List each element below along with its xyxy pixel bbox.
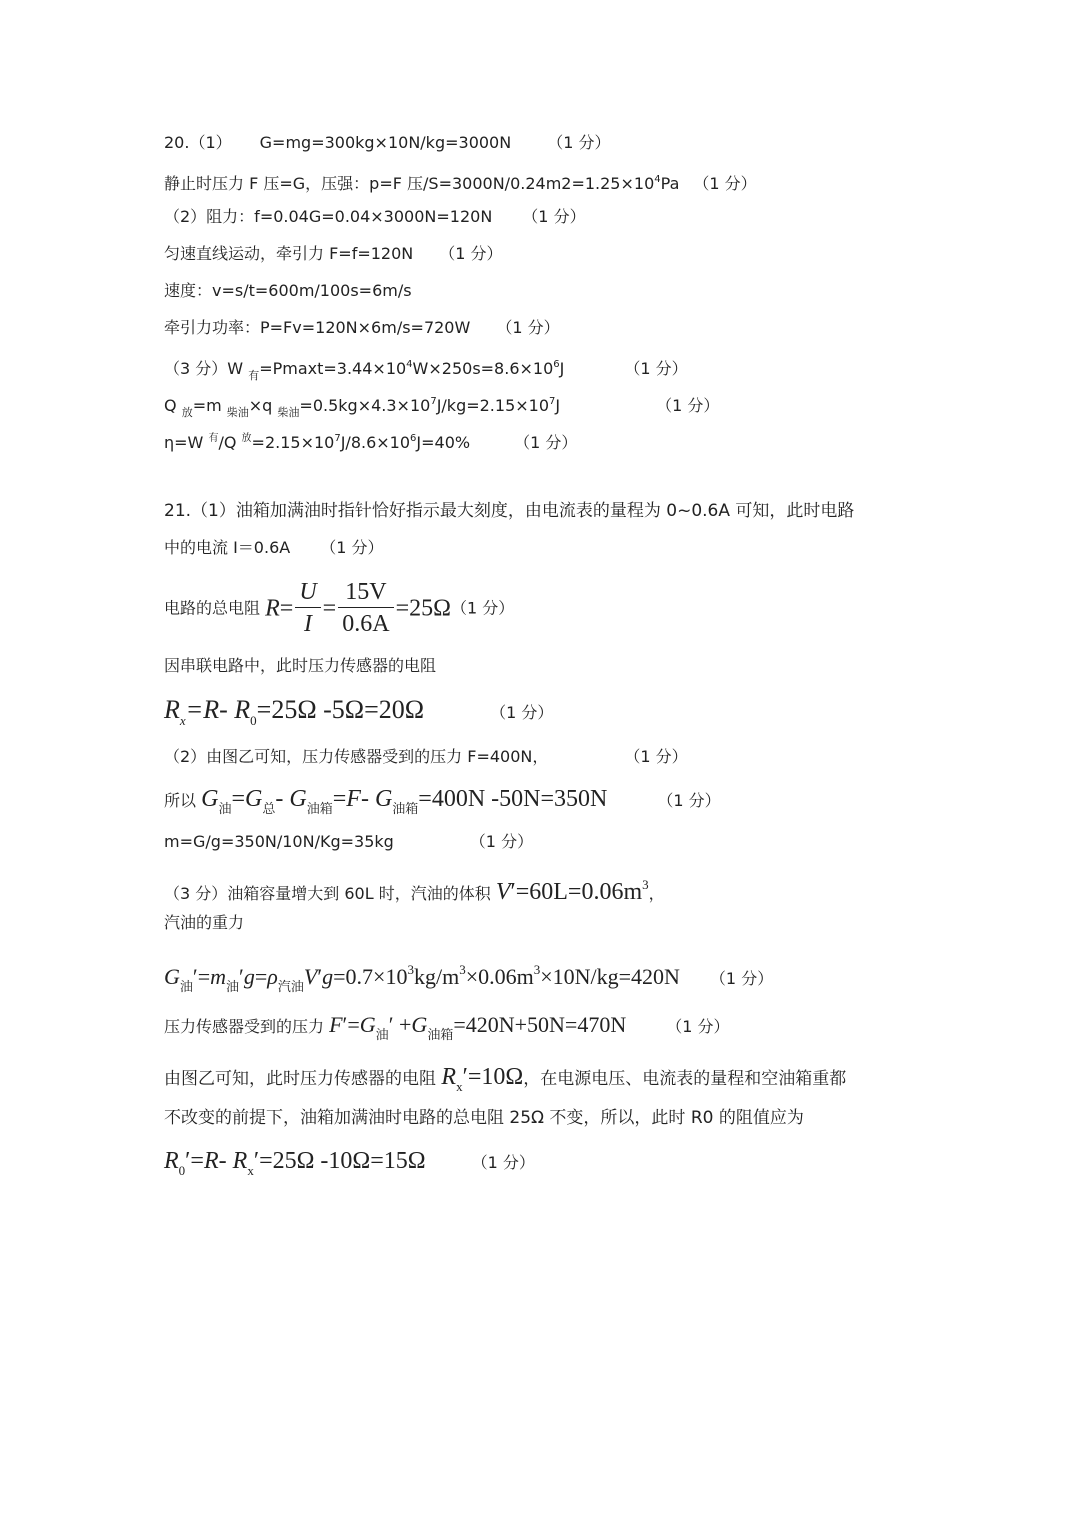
q21-line-5: [164, 696, 553, 735]
variable: G: [411, 1012, 428, 1037]
text: Pa: [660, 174, 680, 193]
text: 因串联电路中，此时压力传感器的电阻: [164, 656, 437, 675]
text: Q: [164, 396, 182, 415]
subscript: 油: [179, 980, 193, 995]
q20-line-1: [164, 133, 610, 153]
q21-line-6: [164, 747, 688, 767]
score: （1 分）: [490, 703, 554, 722]
text: 牵引力功率：P=Fv=120N×6m/s=720W: [164, 318, 471, 337]
subscript: 油箱: [392, 802, 419, 817]
text: /Q: [218, 433, 242, 452]
operator: ′ +: [388, 1012, 412, 1037]
operator: ′=: [192, 964, 211, 989]
text: 压力传感器受到的压力: [164, 1017, 330, 1036]
denominator: 0.6A: [342, 611, 390, 637]
operator: =: [231, 786, 245, 812]
text: =400N -50N=350N: [418, 786, 608, 812]
score: （1 分）: [522, 207, 586, 226]
variable: F: [329, 1012, 343, 1037]
variable: g: [243, 964, 255, 989]
text: =Pmaxt=3.44×10: [259, 359, 407, 378]
score: （1 分）: [657, 791, 721, 810]
text: =R-: [185, 695, 235, 724]
exponent: 3: [642, 877, 649, 892]
q20-line-3: [164, 207, 586, 227]
variable: R: [164, 695, 180, 724]
text: ′=10Ω: [462, 1064, 524, 1090]
score: （1 分）: [496, 318, 560, 337]
score: （1 分）: [469, 832, 534, 851]
variable: R: [164, 1148, 179, 1174]
exponent: 3: [533, 962, 541, 977]
text: =25Ω -5Ω=20Ω: [256, 695, 425, 724]
exponent: 6: [553, 359, 560, 370]
subscript: x: [247, 1163, 254, 1178]
text: J: [555, 396, 561, 415]
variable: G: [374, 786, 393, 812]
text: （3 分）W: [164, 359, 249, 378]
text: J: [559, 359, 565, 378]
text: ×10N/kg=420N: [540, 964, 680, 989]
text: 电路的总电阻: [164, 598, 261, 618]
text: ×q: [248, 396, 278, 415]
text: 静止时压力 F 压=G，压强：p=F 压/S=3000N/0.24m2=1.25×10: [164, 174, 655, 193]
q21-line-13: [164, 1064, 846, 1100]
q21-line-14: [164, 1108, 804, 1128]
text: J=40%: [416, 433, 471, 452]
score: （1 分）: [693, 174, 757, 193]
text: 匀速直线运动，牵引力 F=f=120N: [164, 244, 414, 263]
text: ′=60L=0.06m: [510, 879, 643, 905]
text: 所以: [164, 791, 202, 810]
numerator: U: [299, 579, 317, 605]
operator: =: [322, 595, 337, 622]
q20-line-6: [164, 318, 560, 338]
variable: V: [495, 879, 511, 905]
score: （1 分）: [656, 396, 720, 415]
subscript: 放: [181, 406, 193, 419]
variable: G: [359, 1012, 376, 1037]
text: =m: [192, 396, 227, 415]
subscript: 油: [218, 802, 232, 817]
exponent: 4: [406, 359, 413, 370]
q21-line-8: [164, 832, 533, 852]
exponent: 7: [334, 433, 341, 444]
q21-line-2: [164, 538, 383, 558]
subscript: 有: [248, 369, 260, 382]
variable: F: [346, 786, 361, 812]
q20-line-9: [164, 429, 577, 453]
text: J/kg=2.15×10: [436, 396, 550, 415]
operator: ′=: [342, 1012, 360, 1037]
text: ，在电源电压、电流表的量程和空油箱重都: [523, 1069, 847, 1089]
score: （1 分）: [320, 538, 384, 557]
q21-line-15: [164, 1147, 535, 1185]
score: （1 分）: [709, 969, 774, 988]
text: ，: [648, 884, 665, 903]
superscript: 放: [241, 433, 252, 444]
q21-line-10: [164, 913, 244, 933]
operator: ′=: [185, 1148, 204, 1174]
operator: -: [360, 786, 375, 812]
subscript: x: [179, 713, 186, 728]
text: =0.7×10: [333, 964, 408, 989]
text: 21.（1）油箱加满油时指针恰好指示最大刻度，由电流表的量程为 0~0.6A 可知，此时电路: [164, 501, 855, 521]
subscript: 柴油: [277, 406, 300, 419]
score: （1 分）: [450, 598, 515, 618]
score: （1 分）: [439, 244, 503, 263]
text: 速度：v=s/t=600m/100s=6m/s: [164, 281, 412, 300]
variable: V: [303, 964, 318, 989]
text: 由图乙可知，此时压力传感器的电阻: [164, 1069, 442, 1089]
text: J/8.6×10: [340, 433, 411, 452]
text: （2）由图乙可知，压力传感器受到的压力 F=400N，: [164, 747, 549, 766]
variable: R: [265, 595, 280, 622]
text: ′=25Ω -10Ω=15Ω: [253, 1148, 426, 1174]
variable: m: [210, 964, 227, 989]
subscript: 总: [262, 802, 276, 817]
text: 汽油的重力: [164, 913, 245, 932]
text: W×250s=8.6×10: [412, 359, 554, 378]
q21-line-9: [164, 872, 665, 907]
q21-line-7: [164, 786, 721, 823]
denominator: I: [304, 611, 312, 637]
operator: =: [332, 786, 347, 812]
numerator: 15V: [345, 579, 387, 605]
q21-line-4: [164, 656, 436, 676]
operator: -: [275, 786, 290, 812]
variable: G: [164, 964, 180, 989]
score: （1 分）: [547, 133, 611, 152]
q21-line-12: [164, 1012, 730, 1049]
score: （1 分）: [471, 1153, 535, 1172]
text: η=W: [164, 433, 209, 452]
exponent: 4: [654, 174, 661, 185]
operator: ′: [317, 964, 323, 989]
text: kg/m: [413, 964, 460, 989]
superscript: 有: [208, 433, 219, 444]
q20-line-8: [164, 392, 719, 423]
text: =2.15×10: [251, 433, 335, 452]
variable: R: [203, 1148, 219, 1174]
variable: g: [322, 964, 334, 989]
question-number: 20.（1）: [164, 133, 232, 152]
exponent: 3: [459, 962, 466, 977]
variable: G: [289, 786, 307, 812]
text: （2）阻力：f=0.04G=0.04×3000N=120N: [164, 207, 493, 226]
variable: G: [201, 786, 219, 812]
text: 中的电流 I＝0.6A: [164, 538, 291, 557]
subscript: 油箱: [306, 802, 333, 817]
variable: R: [232, 1148, 248, 1174]
variable: R: [234, 695, 251, 724]
q20-line-7: [164, 355, 688, 386]
fraction: [295, 577, 320, 640]
score: （1 分）: [624, 747, 688, 766]
operator: ′: [239, 964, 244, 989]
exponent: 7: [430, 396, 437, 407]
score: （1 分）: [514, 433, 578, 452]
subscript: 0: [178, 1163, 186, 1178]
subscript: 汽油: [277, 980, 304, 995]
q20-line-5: [164, 281, 412, 301]
q21-line-1: [164, 501, 854, 521]
exponent: 6: [410, 433, 417, 444]
exponent: 7: [549, 396, 556, 407]
operator: =: [254, 964, 268, 989]
subscript: 柴油: [226, 406, 249, 419]
text: 不改变的前提下，油箱加满油时电路的总电阻 25Ω 不变，所以，此时 R0 的阻值应为: [164, 1108, 804, 1128]
score: （1 分）: [666, 1017, 730, 1036]
text: =420N+50N=470N: [453, 1012, 627, 1037]
variable: R: [441, 1064, 457, 1090]
q20-line-2: [164, 170, 757, 194]
text: ×0.06m: [465, 964, 534, 989]
result: =25Ω: [395, 595, 451, 622]
exponent: 3: [407, 962, 414, 977]
q20-line-4: [164, 244, 503, 264]
operator: -: [218, 1148, 233, 1174]
subscript: 油箱: [427, 1028, 454, 1043]
operator: =: [279, 595, 294, 622]
variable: ρ: [267, 964, 278, 989]
fraction: [338, 577, 393, 640]
subscript: 0: [250, 713, 257, 728]
subscript: 油: [226, 980, 240, 995]
equation: G=mg=300kg×10N/kg=3000N: [259, 133, 512, 152]
score: （1 分）: [624, 359, 688, 378]
q21-line-11: [164, 956, 773, 1002]
text: m=G/g=350N/10N/Kg=35kg: [164, 832, 394, 851]
text: （3 分）油箱容量增大到 60L 时，汽油的体积: [164, 884, 496, 903]
subscript: x: [456, 1079, 463, 1094]
variable: G: [245, 786, 263, 812]
q21-line-3: [164, 576, 514, 640]
text: =0.5kg×4.3×10: [299, 396, 431, 415]
subscript: 油: [375, 1028, 389, 1043]
